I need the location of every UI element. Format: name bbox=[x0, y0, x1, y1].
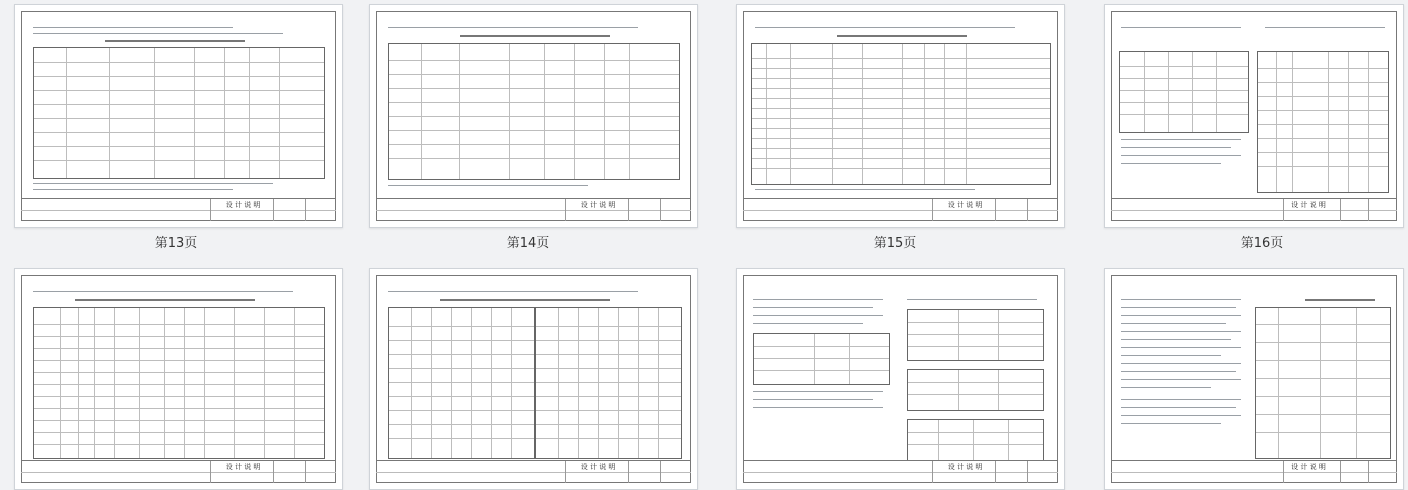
title-block bbox=[21, 460, 336, 483]
page-thumbnail[interactable] bbox=[14, 268, 343, 490]
page-thumbnail[interactable] bbox=[369, 4, 698, 228]
page-cell-16 bbox=[1056, 0, 1408, 250]
page-thumbnail[interactable] bbox=[736, 4, 1065, 228]
page-cell-15 bbox=[704, 0, 1056, 250]
title-block bbox=[743, 460, 1058, 483]
spec-table bbox=[907, 309, 1044, 361]
page-thumbnail[interactable] bbox=[369, 268, 698, 490]
title-block-text: 设 计 说 明 bbox=[1291, 201, 1326, 209]
spec-table bbox=[1255, 307, 1391, 459]
page-cell-20 bbox=[1056, 262, 1408, 488]
page-thumbnail[interactable] bbox=[736, 268, 1065, 490]
page-thumbnail[interactable] bbox=[1104, 268, 1404, 490]
title-block bbox=[1111, 460, 1397, 483]
spec-table bbox=[33, 47, 325, 179]
title-block bbox=[376, 198, 691, 221]
title-block-text: 设 计 说 明 bbox=[580, 463, 616, 471]
page-label: 第16页 bbox=[1240, 236, 1284, 251]
title-block-text: 设 计 说 明 bbox=[1291, 463, 1326, 471]
page-label: 第15页 bbox=[873, 236, 917, 251]
title-block-text: 设 计 说 明 bbox=[947, 201, 983, 209]
spec-table bbox=[753, 333, 890, 385]
spec-table bbox=[1119, 51, 1249, 133]
title-block-text: 设 计 说 明 bbox=[947, 463, 983, 471]
page-cell-14 bbox=[352, 0, 704, 250]
page-cell-18 bbox=[352, 262, 704, 488]
page-cell-13 bbox=[0, 0, 352, 250]
spec-table bbox=[388, 307, 535, 459]
title-block bbox=[1111, 198, 1397, 221]
spec-table bbox=[751, 43, 1051, 185]
spec-table bbox=[388, 43, 680, 180]
spec-table bbox=[1257, 51, 1389, 193]
title-block bbox=[376, 460, 691, 483]
page-thumbnail[interactable] bbox=[14, 4, 343, 228]
page-label: 第13页 bbox=[154, 236, 198, 251]
page-cell-19 bbox=[704, 262, 1056, 488]
spec-table bbox=[907, 419, 1044, 461]
page-cell-17 bbox=[0, 262, 352, 488]
spec-table bbox=[535, 307, 682, 459]
title-block-text: 设 计 说 明 bbox=[225, 463, 261, 471]
spec-table bbox=[33, 307, 325, 459]
title-block bbox=[743, 198, 1058, 221]
title-block-text: 设 计 说 明 bbox=[225, 201, 261, 209]
page-thumbnail[interactable] bbox=[1104, 4, 1404, 228]
page-label: 第14页 bbox=[506, 236, 550, 251]
title-block bbox=[21, 198, 336, 221]
title-block-text: 设 计 说 明 bbox=[580, 201, 616, 209]
spec-table bbox=[907, 369, 1044, 411]
